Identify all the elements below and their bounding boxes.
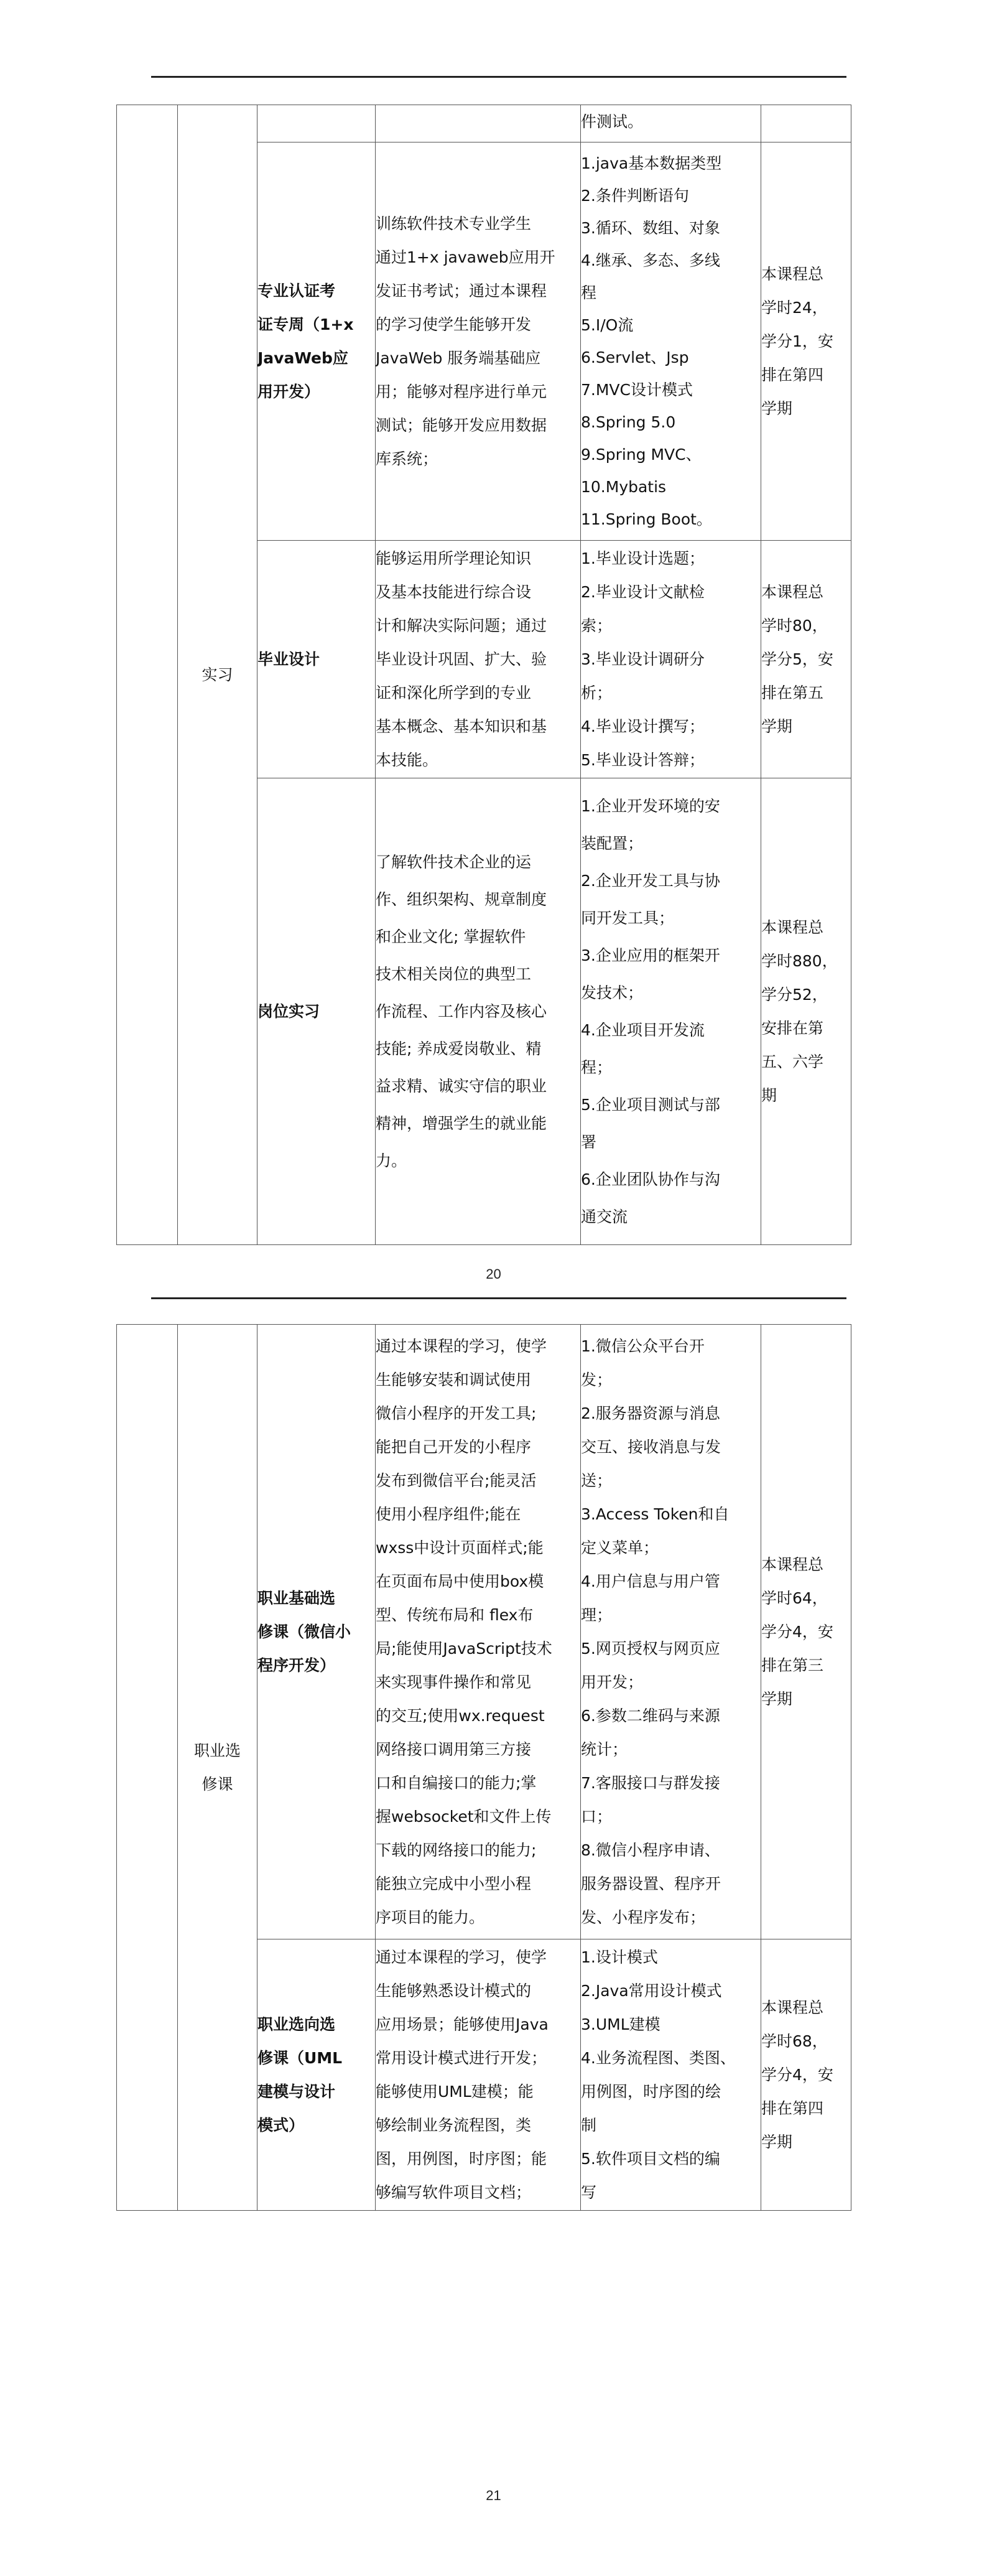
- course-content-cell: 1.企业开发环境的安 装配置； 2.企业开发工具与协 同开发工具； 3.企业应用的框架开 发技术； 4.企业项目开发流 程； 5.企业项目测试与部 署 6.企业团队协作与沟 通交流: [581, 778, 761, 1245]
- course-desc-cell: 通过本课程的学习，使学 生能够熟悉设计模式的 应用场景；能够使用Java 常用设计模式进行开发； 能够使用UML建模；能 够绘制业务流程图，类 图，用例图，时序图；能 够编写软件项目文档；: [376, 1939, 581, 2211]
- table-row: [117, 1325, 851, 1939]
- course-name-cell: [257, 105, 376, 142]
- course-desc-cell: 了解软件技术企业的运 作、组织架构、规章制度 和企业文化; 掌握软件 技术相关岗位的典型工 作流程、工作内容及核心 技能; 养成爱岗敬业、精 益求精、诚实守信的职业 精神，增强学生的就业能 力。: [376, 778, 581, 1245]
- course-content-cell: 1.微信公众平台开 发； 2.服务器资源与消息 交互、接收消息与发 送； 3.Access Token和自 定义菜单； 4.用户信息与用户管 理； 5.网页授权与网页应 用开发； 6.参数二维码与来源 统计； 7.客服接口与群发接 口； 8.微信小程序申请、 服务器设置、程序开 发、小程序发布；: [581, 1325, 761, 1939]
- page-number: 20: [486, 1266, 501, 1282]
- course-hours-cell: 本课程总 学时64， 学分4，安 排在第三 学期: [761, 1325, 851, 1939]
- header-rule: [151, 76, 846, 78]
- course-name-cell: 职业基础选 修课（微信小 程序开发）: [257, 1325, 376, 1939]
- course-content-cell: 1.设计模式 2.Java常用设计模式 3.UML建模 4.业务流程图、类图、 用例图，时序图的绘 制 5.软件项目文档的编 写: [581, 1939, 761, 2211]
- course-hours-cell: 本课程总 学时880， 学分52， 安排在第 五、六学 期: [761, 778, 851, 1245]
- course-hours-cell: 本课程总 学时24， 学分1，安 排在第四 学期: [761, 142, 851, 541]
- course-desc-cell: [376, 105, 581, 142]
- course-desc-cell: 训练软件技术专业学生 通过1+x javaweb应用开 发证书考试；通过本课程 的学习使学生能够开发 JavaWeb 服务端基础应 用；能够对程序进行单元 测试；能够开发应用数据 库系统；: [376, 142, 581, 541]
- course-table-page-21: [116, 1324, 851, 2211]
- course-hours-cell: 本课程总 学时80， 学分5，安 排在第五 学期: [761, 541, 851, 778]
- course-name-cell: 专业认证考 证专周（1+x JavaWeb应 用开发）: [257, 142, 376, 541]
- course-hours-cell: 本课程总 学时68， 学分4，安 排在第四 学期: [761, 1939, 851, 2211]
- page-number: 21: [486, 2488, 501, 2503]
- category-cell: 职业选 修课: [178, 1325, 257, 2211]
- course-hours-cell: [761, 105, 851, 142]
- empty-left-cell: [117, 105, 178, 1245]
- course-content-cell: 1.java基本数据类型 2.条件判断语句 3.循环、数组、对象 4.继承、多态、多线 程 5.I/O流 6.Servlet、Jsp 7.MVC设计模式 8.Spring 5.0 9.Spring MVC、 10.Mybatis 11.Spring Boot。: [581, 142, 761, 541]
- course-name-cell: 岗位实习: [257, 778, 376, 1245]
- course-table-page-20: [116, 105, 851, 1245]
- course-content-cell: 1.毕业设计选题； 2.毕业设计文献检 索； 3.毕业设计调研分 析； 4.毕业设计撰写； 5.毕业设计答辩；: [581, 541, 761, 778]
- course-content-cell: 件测试。: [581, 105, 761, 142]
- course-name-cell: 毕业设计: [257, 541, 376, 778]
- course-desc-cell: 通过本课程的学习，使学 生能够安装和调试使用 微信小程序的开发工具; 能把自己开发的小程序 发布到微信平台;能灵活 使用小程序组件;能在 wxss中设计页面样式;能 在页面布局中使用box模 型、传统布局和 flex布 局;能使用JavaScript技术 来实现事件操作和常见 的交互;使用wx.request 网络接口调用第三方接 口和自编接口的能力;掌 握websocket和文件上传 下载的网络接口的能力; 能独立完成中小型小程 序项目的能力。: [376, 1325, 581, 1939]
- category-cell: 实习: [178, 105, 257, 1245]
- table-row: [117, 105, 851, 142]
- course-name-cell: 职业选向选 修课（UML 建模与设计 模式）: [257, 1939, 376, 2211]
- header-rule: [151, 1297, 846, 1299]
- empty-left-cell: [117, 1325, 178, 2211]
- course-desc-cell: 能够运用所学理论知识 及基本技能进行综合设 计和解决实际问题；通过 毕业设计巩固、扩大、验 证和深化所学到的专业 基本概念、基本知识和基 本技能。: [376, 541, 581, 778]
